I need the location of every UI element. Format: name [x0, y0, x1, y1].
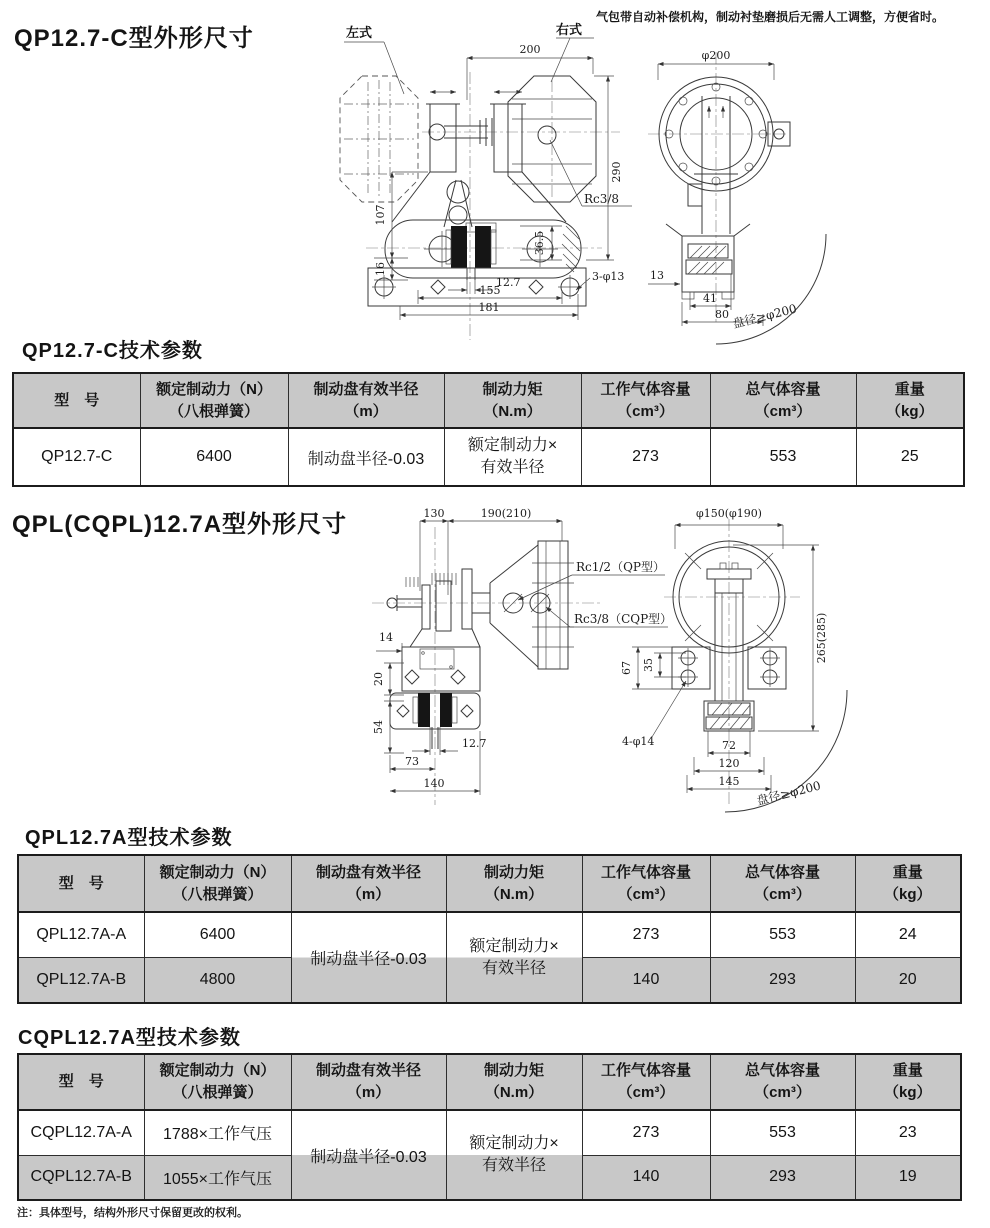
header-model: 型 号	[18, 855, 144, 912]
cell-weight: 23	[855, 1110, 961, 1155]
dim-thread-rc38: Rc3/8	[584, 192, 620, 206]
cell-work-volume: 140	[582, 1155, 710, 1200]
table-qpl127a-params	[17, 854, 962, 1004]
dim-41: 41	[703, 292, 717, 305]
centerlines-side	[648, 52, 788, 322]
cell-torque: 额定制动力× 有效半径	[444, 428, 581, 486]
dim-thread-cqp: Rc3/8（CQP型）	[574, 612, 673, 626]
table-row	[13, 428, 964, 486]
cell-weight: 25	[856, 428, 964, 486]
header-work-volume: 工作气体容量 （cm³）	[582, 855, 710, 912]
header-radius: 制动盘有效半径 （m）	[288, 373, 444, 428]
dim-54: 54	[372, 720, 385, 734]
header-force: 额定制动力（N） （八根弹簧）	[144, 855, 291, 912]
cell-model: QP12.7-C	[13, 428, 140, 486]
table3-title: CQPL12.7A型技术参数	[18, 1027, 241, 1049]
dim-155: 155	[479, 284, 501, 297]
cell-force: 6400	[144, 912, 291, 957]
header-total-volume: 总气体容量 （cm³）	[710, 373, 856, 428]
dim-190-210: 190(210)	[480, 507, 532, 520]
header-torque: 制动力矩 （N.m）	[446, 1054, 582, 1110]
header-radius: 制动盘有效半径 （m）	[291, 1054, 446, 1110]
header-weight: 重量 （kg）	[855, 855, 961, 912]
header-radius: 制动盘有效半径 （m）	[291, 855, 446, 912]
cell-torque-merged: 额定制动力× 有效半径	[446, 1110, 582, 1200]
dim-holes-3xd13: 3-φ13	[592, 270, 625, 283]
cell-force: 1055×工作气压	[144, 1155, 291, 1200]
cell-model: QPL12.7A-B	[18, 957, 144, 1003]
airbag-left-dashed	[340, 76, 418, 202]
air-chamber-cone	[472, 541, 574, 669]
cell-model: CQPL12.7A-A	[18, 1110, 144, 1155]
cell-work-volume: 273	[582, 912, 710, 957]
dim-181: 181	[478, 301, 500, 314]
dim-20: 20	[372, 672, 385, 686]
header-force: 额定制动力（N） （八根弹簧）	[140, 373, 288, 428]
table-qp127c-params	[12, 372, 965, 487]
bottom-note: 注：具体型号，结构外形尺寸保留更改的权利。	[17, 1207, 248, 1219]
dimensions-side2	[620, 507, 828, 793]
flange-side-view	[659, 77, 790, 234]
dim-12-7: 12.7	[496, 276, 521, 289]
dim-80: 80	[715, 308, 729, 321]
cell-total-volume: 293	[710, 1155, 855, 1200]
section2-title: QPL(CQPL)12.7A型外形尺寸	[12, 511, 348, 538]
drawing-qp127c	[330, 22, 990, 346]
cell-model: CQPL12.7A-B	[18, 1155, 144, 1200]
dimensions-side	[648, 49, 774, 326]
cell-radius-merged: 制动盘半径-0.03	[291, 1110, 446, 1200]
dim-265-285: 265(285)	[815, 612, 828, 664]
brake-pads-and-base	[368, 226, 586, 306]
caliper-side-view	[666, 224, 750, 299]
cell-radius-merged: 制动盘半径-0.03	[291, 912, 446, 1003]
cell-work-volume: 273	[581, 428, 710, 486]
header-weight: 重量 （kg）	[855, 1054, 961, 1110]
cell-total-volume: 553	[710, 1110, 855, 1155]
header-force: 额定制动力（N） （八根弹簧）	[144, 1054, 291, 1110]
dim-36-5: 36.5	[533, 230, 546, 256]
cell-torque-merged: 额定制动力× 有效半径	[446, 912, 582, 1003]
dim-13: 13	[650, 269, 664, 282]
dim-35: 35	[642, 658, 655, 672]
dim-145: 145	[718, 775, 740, 788]
cell-weight: 24	[855, 912, 961, 957]
header-model: 型 号	[13, 373, 140, 428]
cell-total-volume: 553	[710, 912, 855, 957]
table-cqpl127a-params	[17, 1053, 962, 1201]
cell-model: QPL12.7A-A	[18, 912, 144, 957]
table1-title: QP12.7-C技术参数	[22, 340, 203, 362]
dim-140: 140	[423, 777, 445, 790]
dim-73: 73	[405, 755, 419, 768]
dim-14: 14	[379, 631, 393, 644]
dim-120: 120	[718, 757, 740, 770]
label-right-type: 右式	[556, 22, 583, 37]
cell-work-volume: 273	[582, 1110, 710, 1155]
header-weight: 重量 （kg）	[856, 373, 964, 428]
dim-gap-12-7: 12.7	[462, 737, 487, 750]
airbag-right	[508, 76, 596, 202]
header-total-volume: 总气体容量 （cm³）	[710, 855, 855, 912]
drawing-qpl127a	[370, 505, 990, 817]
table-row	[18, 1110, 961, 1155]
brake-mechanism-front2	[387, 569, 480, 749]
top-note: 气包带自动补偿机构，制动衬垫磨损后无需人工调整，方便省时。	[596, 10, 945, 24]
dim-72: 72	[722, 739, 736, 752]
dim-dia-200: φ200	[701, 49, 731, 62]
dim-290: 290	[610, 161, 623, 183]
table-row	[18, 912, 961, 957]
cell-force: 6400	[140, 428, 288, 486]
header-torque: 制动力矩 （N.m）	[446, 855, 582, 912]
dim-dia-150-190: φ150(φ190)	[696, 507, 762, 520]
cell-weight: 20	[855, 957, 961, 1003]
dim-thread-qp: Rc1/2（QP型）	[576, 560, 665, 574]
cell-total-volume: 553	[710, 428, 856, 486]
cell-force: 1788×工作气压	[144, 1110, 291, 1155]
header-torque: 制动力矩 （N.m）	[444, 373, 581, 428]
cell-work-volume: 140	[582, 957, 710, 1003]
section1-title: QP12.7-C型外形尺寸	[14, 25, 254, 52]
dim-67: 67	[620, 661, 633, 675]
dim-16: 16	[374, 262, 387, 276]
dim-200: 200	[519, 43, 541, 56]
table2-title: QPL12.7A型技术参数	[25, 827, 233, 849]
dim-130: 130	[423, 507, 445, 520]
dim-107: 107	[374, 204, 387, 226]
header-model: 型 号	[18, 1054, 144, 1110]
header-work-volume: 工作气体容量 （cm³）	[581, 373, 710, 428]
disc-arc	[716, 234, 826, 344]
header-work-volume: 工作气体容量 （cm³）	[582, 1054, 710, 1110]
label-left-type: 左式	[346, 25, 373, 40]
dim-holes-4xd14: 4-φ14	[622, 735, 655, 748]
cell-radius: 制动盘半径-0.03	[288, 428, 444, 486]
header-total-volume: 总气体容量 （cm³）	[710, 1054, 855, 1110]
disc-note-2: 盘径≥φ200	[755, 778, 823, 808]
cell-force: 4800	[144, 957, 291, 1003]
cell-total-volume: 293	[710, 957, 855, 1003]
disc-note-1: 盘径≥φ200	[731, 301, 799, 331]
cell-weight: 19	[855, 1155, 961, 1200]
